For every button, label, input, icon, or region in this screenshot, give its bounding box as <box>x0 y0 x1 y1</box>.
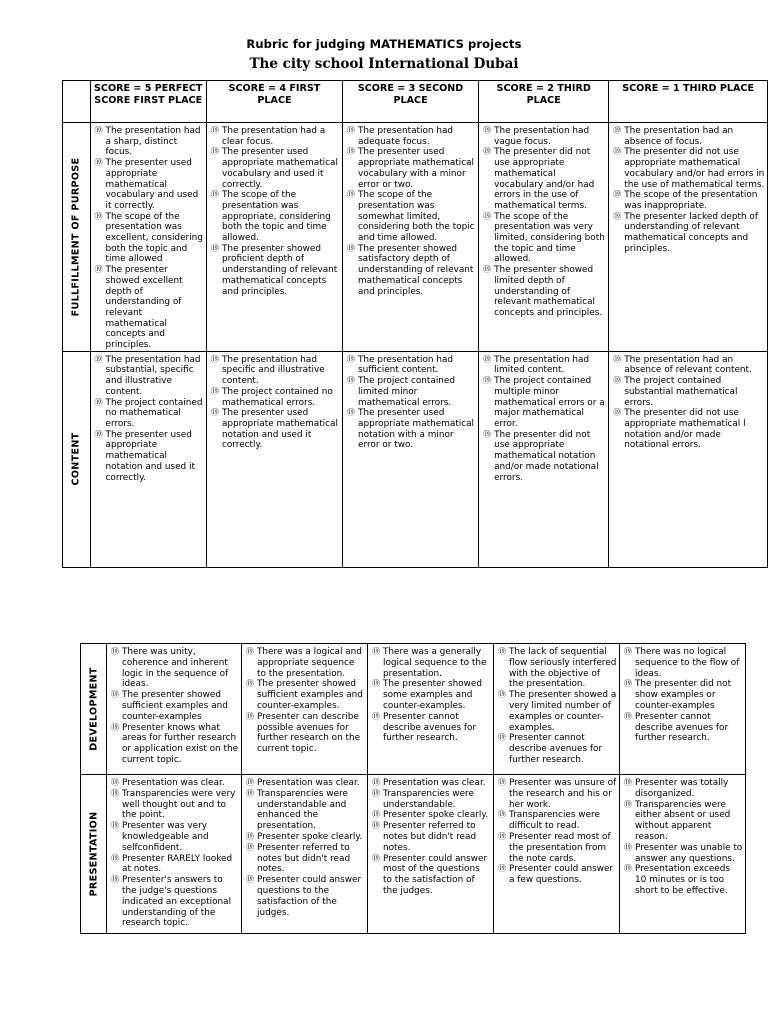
bullet-icon: ⑲ <box>613 376 622 386</box>
criterion-text: Presenter was totally disorganized. <box>635 778 729 799</box>
criterion-text: Presentation was clear. <box>257 778 360 788</box>
criterion-item <box>624 864 743 896</box>
criterion-item <box>498 810 617 832</box>
bullet-icon: ⑲ <box>372 788 380 798</box>
bullet-icon: ⑲ <box>347 354 356 364</box>
criterion-text: The scope of the presentation was somewhat limited, considering both the topic and time allowed. <box>358 190 475 244</box>
criterion-text: The project contained limited minor mathematical errors. <box>358 376 456 408</box>
bullet-icon: ⑲ <box>94 265 103 275</box>
criterion-text: The presentation had specific and illustrative content. <box>221 354 325 387</box>
bullet-icon: ⑲ <box>498 864 506 874</box>
criterion-item <box>483 147 606 211</box>
cell-presentation-score-2 <box>494 775 620 934</box>
bullet-icon: ⑲ <box>498 690 506 700</box>
bullet-icon: ⑲ <box>347 147 356 157</box>
row-label-development: DEVELOPMENT <box>81 644 107 775</box>
bullet-icon: ⑲ <box>613 354 622 364</box>
header-score-4: SCORE = 4 FIRST PLACE <box>206 81 342 123</box>
cell-purpose-score-5 <box>90 123 206 352</box>
criterion-text: The presenter showed some examples and counter-examples. <box>383 679 483 711</box>
criterion-item <box>211 408 340 451</box>
criterion-text: There was no logical sequence to the flow of ideas. <box>635 647 740 679</box>
cell-development-score-5 <box>107 644 242 775</box>
bullet-icon: ⑲ <box>372 778 380 787</box>
criterion-item <box>613 190 765 211</box>
criterion-text: The presenter did not use appropriate mathematical l notation and/or made notational errors. <box>624 408 746 451</box>
row-label-purpose: FULLFILLMENT OF PURPOSE <box>63 123 91 352</box>
criterion-text: The project contained substantial mathematical errors. <box>624 376 738 408</box>
criterion-text: Presentation was clear. <box>383 778 486 788</box>
criterion-item <box>372 679 491 711</box>
criterion-text: Presenter can describe possible avenues for further research on the current topic. <box>257 711 361 755</box>
criterion-item <box>111 647 239 690</box>
criterion-text: The presentation had vague focus. <box>494 126 590 147</box>
bullet-icon: ⑲ <box>246 711 254 721</box>
criterion-item <box>347 244 476 298</box>
criterion-item <box>347 147 476 190</box>
bullet-icon: ⑲ <box>372 647 380 656</box>
criterion-item <box>95 398 204 430</box>
bullet-icon: ⑲ <box>624 711 632 721</box>
criterion-text: Presenter RARELY looked at notes. <box>122 853 233 875</box>
criterion-item <box>483 430 606 484</box>
bullet-icon: ⑲ <box>624 778 632 787</box>
criterion-item <box>246 712 365 755</box>
criterion-item <box>483 265 606 319</box>
criterion-item <box>347 408 476 451</box>
criterion-text: The project contained no mathematical errors. <box>221 386 333 408</box>
bullet-icon: ⑲ <box>483 429 492 439</box>
cell-development-score-4 <box>242 644 368 775</box>
criterion-text: Presenter's answers to the judge's questions indicated an exceptional understanding of the research topic. <box>122 875 232 929</box>
criterion-text: The presenter did not use appropriate mathematical vocabulary and/or had errors in the use of mathematical terms. <box>494 147 595 211</box>
bullet-icon: ⑲ <box>111 690 119 700</box>
bullet-icon: ⑲ <box>94 211 103 221</box>
criterion-text: Presenter was unable to answer any questions. <box>635 842 743 864</box>
criterion-item <box>613 126 765 147</box>
criterion-text: The presenter did not show examples or counter-examples <box>635 679 732 711</box>
criterion-text: Presentation exceeds 10 minutes or is too short to be effective. <box>635 864 731 896</box>
header-score-1: SCORE = 1 THIRD PLACE <box>609 81 768 123</box>
criterion-text: The presenter used appropriate mathematical notation with a minor error or two. <box>358 408 475 451</box>
bullet-icon: ⑲ <box>483 147 492 157</box>
criterion-item <box>372 854 491 897</box>
criterion-text: Presenter read most of the presentation from the note cards. <box>509 831 611 864</box>
bullet-icon: ⑲ <box>483 265 492 275</box>
cell-development-score-3 <box>368 644 494 775</box>
cell-presentation-score-5 <box>107 775 242 934</box>
criterion-text: Transparencies were understandable and enhanced the presentation. <box>257 788 348 832</box>
bullet-icon: ⑲ <box>498 733 506 743</box>
bullet-icon: ⑲ <box>111 647 119 656</box>
criterion-item <box>111 875 239 929</box>
criterion-item <box>613 376 765 408</box>
criterion-item <box>211 387 340 408</box>
cell-content-score-5 <box>90 351 206 567</box>
criterion-text: Presenter cannot describe avenues for further research. <box>383 711 477 744</box>
bullet-icon: ⑲ <box>246 831 254 841</box>
criterion-item <box>613 408 765 451</box>
cell-purpose-score-3 <box>343 123 479 352</box>
criterion-text: The scope of the presentation was inappropriate. <box>624 190 758 211</box>
criterion-text: There was unity, coherence and inherent logic in the sequence of ideas. <box>122 647 229 690</box>
rubric-table-2 <box>80 643 746 934</box>
criterion-item <box>624 778 743 800</box>
bullet-icon: ⑲ <box>372 821 380 831</box>
criterion-item <box>372 821 491 853</box>
bullet-icon: ⑲ <box>498 778 506 787</box>
criterion-item <box>246 778 365 789</box>
criterion-text: Presenter knows what areas for further research or application exist on the current topic. <box>122 722 239 765</box>
criterion-text: The presenter used appropriate mathematical vocabulary with a minor error or two. <box>358 147 475 190</box>
criterion-text: Presenter could answer questions to the satisfaction of the judges. <box>257 875 362 918</box>
cell-content-score-4 <box>206 351 342 567</box>
bullet-icon: ⑲ <box>624 647 632 656</box>
criterion-item <box>246 875 365 918</box>
criterion-item <box>624 679 743 711</box>
cell-purpose-score-1 <box>609 123 768 352</box>
criterion-text: Presenter was very knowledgeable and selfconfident. <box>122 821 209 853</box>
criterion-text: The presenter showed excellent depth of understanding of relevant mathematical concepts and principles. <box>105 265 183 351</box>
criterion-text: The presenter used appropriate mathematical vocabulary and used it correctly. <box>105 158 199 211</box>
criterion-item <box>246 647 365 679</box>
bullet-icon: ⑲ <box>372 711 380 721</box>
criterion-item <box>246 789 365 832</box>
criterion-item <box>111 723 239 766</box>
criterion-text: The presenter showed limited depth of understanding of relevant mathematical concepts and principles. <box>494 265 603 318</box>
bullet-icon: ⑲ <box>210 408 219 418</box>
bullet-icon: ⑲ <box>111 778 119 787</box>
criterion-item <box>111 778 239 789</box>
criterion-item <box>246 679 365 711</box>
bullet-icon: ⑲ <box>210 126 219 135</box>
criterion-item <box>95 126 204 158</box>
bullet-icon: ⑲ <box>94 158 103 168</box>
criterion-item <box>483 212 606 266</box>
bullet-icon: ⑲ <box>94 126 103 135</box>
criterion-text: The presentation had substantial, specific and illustrative content. <box>105 354 201 397</box>
criterion-text: The presentation had a clear focus. <box>221 126 326 147</box>
criterion-item <box>372 810 491 821</box>
criterion-text: Presenter referred to notes but didn't read notes. <box>257 842 351 875</box>
bullet-icon: ⑲ <box>483 211 492 221</box>
criterion-item <box>624 712 743 744</box>
criterion-item <box>624 647 743 679</box>
bullet-icon: ⑲ <box>613 408 622 418</box>
bullet-icon: ⑲ <box>347 408 356 418</box>
criterion-text: The presenter did not use appropriate mathematical notation and/or made notational errors. <box>494 429 599 483</box>
bullet-icon: ⑲ <box>624 799 632 809</box>
criterion-text: Presenter could answer a few questions. <box>509 864 614 886</box>
criterion-text: The presenter used appropriate mathematical notation and used it correctly. <box>105 429 195 483</box>
criterion-text: The presenter lacked depth of understanding of relevant mathematical concepts and principles. <box>624 211 758 254</box>
cell-presentation-score-4 <box>242 775 368 934</box>
criterion-text: Presenter referred to notes but didn't read notes. <box>383 821 477 853</box>
header-score-2: SCORE = 2 THIRD PLACE <box>479 81 609 123</box>
header-score-3: SCORE = 3 SECOND PLACE <box>343 81 479 123</box>
bullet-icon: ⑲ <box>210 190 219 200</box>
bullet-icon: ⑲ <box>624 679 632 689</box>
criterion-text: The presentation had limited content. <box>494 354 590 376</box>
cell-development-score-2 <box>494 644 620 775</box>
bullet-icon: ⑲ <box>372 810 380 820</box>
bullet-icon: ⑲ <box>210 354 219 364</box>
criterion-text: Transparencies were either absent or used without apparent reason. <box>635 799 731 842</box>
criterion-item <box>111 789 239 821</box>
criterion-item <box>95 430 204 484</box>
criterion-item <box>95 212 204 266</box>
bullet-icon: ⑲ <box>210 386 219 396</box>
cell-purpose-score-2 <box>479 123 609 352</box>
criterion-item <box>483 376 606 430</box>
rubric-table-1 <box>62 80 768 568</box>
criterion-item <box>211 355 340 387</box>
bullet-icon: ⑲ <box>347 376 356 386</box>
bullet-icon: ⑲ <box>111 788 119 798</box>
bullet-icon: ⑲ <box>498 831 506 841</box>
criterion-text: The presentation had an absence of focus. <box>624 126 734 147</box>
bullet-icon: ⑲ <box>613 190 622 200</box>
criterion-text: Presentation was clear. <box>122 778 225 788</box>
criterion-text: Presenter spoke clearly. <box>257 831 363 842</box>
criterion-text: The presentation had an absence of relevant content. <box>624 354 752 376</box>
bullet-icon: ⑲ <box>483 354 492 364</box>
bullet-icon: ⑲ <box>94 397 103 407</box>
criterion-text: The presenter showed sufficient examples and counter-examples. <box>257 679 363 711</box>
bullet-icon: ⑲ <box>613 211 622 221</box>
bullet-icon: ⑲ <box>347 126 356 135</box>
criterion-item <box>613 212 765 255</box>
criterion-item <box>211 147 340 190</box>
row-label-content: CONTENT <box>63 351 91 567</box>
criterion-text: Presenter cannot describe avenues for further research. <box>509 733 603 765</box>
criterion-text: Presenter could answer most of the questions to the satisfaction of the judges. <box>383 853 488 896</box>
bullet-icon: ⑲ <box>372 853 380 863</box>
criterion-item <box>347 190 476 244</box>
bullet-icon: ⑲ <box>347 243 356 253</box>
header-blank <box>63 81 91 123</box>
criterion-text: The presenter showed sufficient examples and counter-examples <box>122 690 228 722</box>
bullet-icon: ⑲ <box>246 788 254 798</box>
criterion-text: Transparencies were difficult to read. <box>509 810 600 832</box>
bullet-icon: ⑲ <box>483 376 492 386</box>
bullet-icon: ⑲ <box>246 679 254 689</box>
criterion-text: The presenter did not use appropriate mathematical vocabulary and/or had errors in the use of mathematical terms. <box>624 147 765 190</box>
criterion-item <box>111 690 239 722</box>
cell-presentation-score-1 <box>620 775 746 934</box>
bullet-icon: ⑲ <box>111 821 119 831</box>
criterion-item <box>372 712 491 744</box>
criterion-text: The presenter used appropriate mathematical notation and used it correctly. <box>221 408 338 451</box>
cell-content-score-1 <box>609 351 768 567</box>
criterion-item <box>111 821 239 853</box>
bullet-icon: ⑲ <box>246 647 254 656</box>
bullet-icon: ⑲ <box>372 679 380 689</box>
criterion-text: The scope of the presentation was very limited, considering both the topic and time allowed. <box>494 211 605 265</box>
criterion-item <box>498 690 617 733</box>
criterion-item <box>372 778 491 789</box>
criterion-item <box>246 843 365 875</box>
criterion-item <box>483 355 606 376</box>
criterion-text: The scope of the presentation was excellent, considering both the topic and time allowed <box>105 211 203 265</box>
criterion-text: Presenter cannot describe avenues for further research. <box>635 711 729 744</box>
bullet-icon: ⑲ <box>111 853 119 863</box>
criterion-text: The project contained multiple minor mathematical errors or a major mathematical error. <box>494 376 605 429</box>
criterion-item <box>613 355 765 376</box>
criterion-item <box>211 244 340 298</box>
bullet-icon: ⑲ <box>624 864 632 874</box>
criterion-text: The scope of the presentation was appropriate, considering both the topic and time allowed. <box>221 190 331 244</box>
bullet-icon: ⑲ <box>624 842 632 852</box>
criterion-text: The presentation had a sharp, distinct focus. <box>105 126 201 158</box>
cell-content-score-2 <box>479 351 609 567</box>
criterion-text: There was a logical and appropriate sequence to the presentation. <box>257 647 362 679</box>
row-label-presentation: PRESENTATION <box>81 775 107 934</box>
criterion-item <box>498 864 617 886</box>
criterion-item <box>372 789 491 811</box>
criterion-item <box>498 832 617 864</box>
school-name: The city school International Dubai <box>249 56 519 72</box>
bullet-icon: ⑲ <box>246 842 254 852</box>
criterion-item <box>498 647 617 690</box>
criterion-item <box>95 355 204 398</box>
criterion-text: The presentation had sufficient content. <box>358 354 454 376</box>
criterion-item <box>95 265 204 351</box>
bullet-icon: ⑲ <box>246 875 254 885</box>
criterion-item <box>483 126 606 147</box>
bullet-icon: ⑲ <box>613 126 622 135</box>
criterion-item <box>347 126 476 147</box>
bullet-icon: ⑲ <box>94 354 103 364</box>
criterion-item <box>211 126 340 147</box>
criterion-item <box>111 854 239 876</box>
criterion-item <box>498 778 617 810</box>
criterion-text: The presenter showed proficient depth of understanding of relevant mathematical concepts and principles. <box>221 243 338 297</box>
cell-presentation-score-3 <box>368 775 494 934</box>
bullet-icon: ⑲ <box>111 722 119 732</box>
criterion-item <box>624 843 743 865</box>
criterion-item <box>211 190 340 244</box>
bullet-icon: ⑲ <box>613 147 622 157</box>
criterion-item <box>624 800 743 843</box>
criterion-text: The project contained no mathematical errors. <box>105 397 203 429</box>
criterion-text: There was a generally logical sequence to the presentation. <box>383 647 487 679</box>
bullet-icon: ⑲ <box>498 810 506 820</box>
criterion-item <box>347 376 476 408</box>
header-score-5: SCORE = 5 PERFECT SCORE FIRST PLACE <box>90 81 206 123</box>
criterion-text: The presentation had adequate focus. <box>358 126 454 147</box>
criterion-item <box>613 147 765 190</box>
criterion-text: Transparencies were very well thought out and to the point. <box>122 788 236 821</box>
criterion-text: Presenter was unsure of the research and his or her work. <box>509 778 617 810</box>
criterion-item <box>347 355 476 376</box>
criterion-item <box>372 647 491 679</box>
criterion-item <box>246 832 365 843</box>
cell-content-score-3 <box>343 351 479 567</box>
page-title: Rubric for judging MATHEMATICS projects <box>246 37 522 51</box>
bullet-icon: ⑲ <box>246 778 254 787</box>
cell-development-score-1 <box>620 644 746 775</box>
bullet-icon: ⑲ <box>111 875 119 885</box>
cell-purpose-score-4 <box>206 123 342 352</box>
bullet-icon: ⑲ <box>210 147 219 157</box>
bullet-icon: ⑲ <box>498 647 506 656</box>
criterion-item <box>95 158 204 212</box>
criterion-text: The presenter showed a very limited number of examples or counter-examples. <box>509 690 617 733</box>
criterion-text: Transparencies were understandable. <box>383 788 474 810</box>
criterion-item <box>498 733 617 765</box>
criterion-text: Presenter spoke clearly. <box>383 810 489 821</box>
bullet-icon: ⑲ <box>483 126 492 135</box>
criterion-text: The lack of sequential flow seriously interfered with the objective of the presentation. <box>509 647 617 690</box>
bullet-icon: ⑲ <box>94 429 103 439</box>
criterion-text: The presenter used appropriate mathematical vocabulary and used it correctly. <box>221 147 338 190</box>
criterion-text: The presenter showed satisfactory depth of understanding of relevant mathematical concepts and principles. <box>358 243 474 297</box>
bullet-icon: ⑲ <box>347 190 356 200</box>
bullet-icon: ⑲ <box>210 243 219 253</box>
